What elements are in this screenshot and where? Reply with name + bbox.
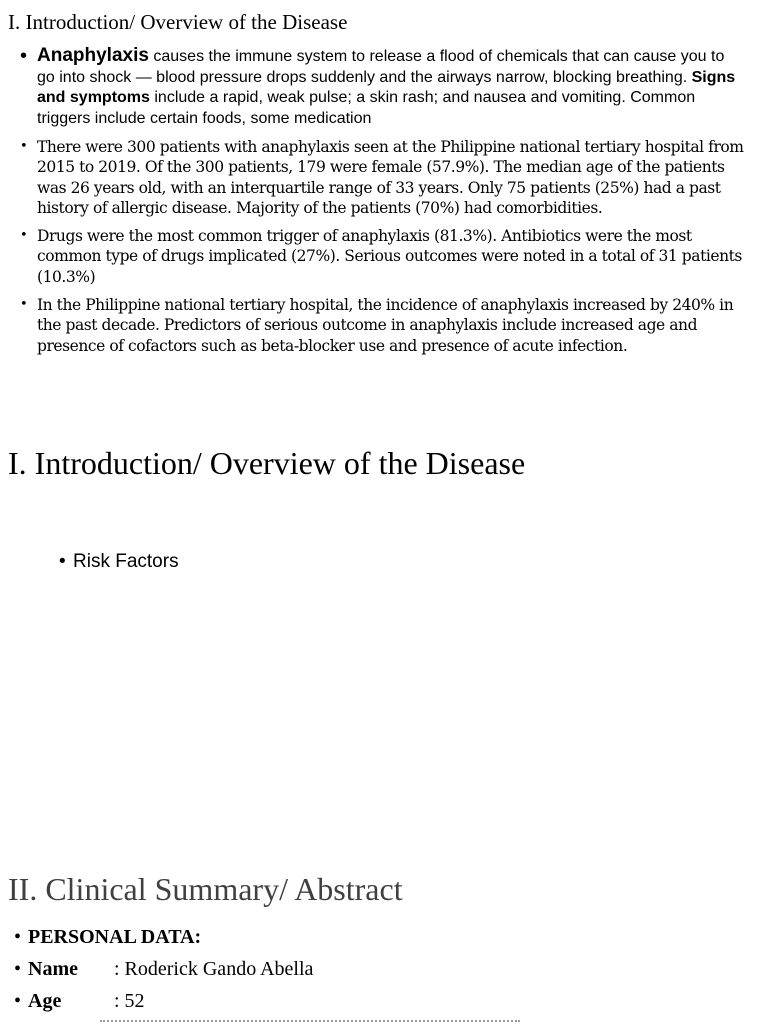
slide-clinical-summary [0, 860, 768, 1024]
bullet-icon: • [14, 926, 22, 948]
cut-off-next-line [100, 1020, 520, 1026]
personal-data-row [14, 924, 201, 950]
list-item [0, 226, 768, 287]
bullet-icon: • [20, 139, 28, 154]
slide-title: II. Clinical Summary/ Abstract [8, 871, 403, 907]
name-value: : Roderick Gando Abella [114, 958, 314, 980]
term-signs-symptoms: Signs and symptoms [37, 68, 736, 106]
list-item [0, 295, 768, 356]
slide-title: I. Introduction/ Overview of the Disease [8, 10, 348, 34]
bullet-icon: • [20, 45, 28, 67]
slide-introduction-details [0, 0, 768, 430]
age-label: Age [28, 990, 62, 1012]
bullet-icon: • [59, 551, 66, 572]
triggers-text: Drugs were the most common trigger of anaphylaxis (81.3%). Antibiotics were the most common type of drugs implicated (27%). Serious outcomes were noted in a total of 31 patients (10.3%) [37, 227, 742, 286]
list-item [59, 550, 179, 574]
definition-text: causes the immune system to release a flood of chemicals that can cause you to go into shock — blood pressure drops suddenly and the airways narrow, blocking breathing. [37, 48, 725, 86]
slide-introduction-risk-factors [0, 430, 768, 860]
bullet-list [0, 46, 768, 364]
term-anaphylaxis: Anaphylaxis [37, 45, 149, 66]
name-row [14, 956, 313, 982]
bullet-icon: • [20, 297, 28, 313]
list-item [0, 137, 768, 218]
age-value: : 52 [114, 990, 145, 1012]
list-item [0, 46, 768, 129]
bullet-icon: • [14, 990, 22, 1012]
incidence-text: In the Philippine national tertiary hospital, the incidence of anaphylaxis increased by 240% in the past decade. Predictors of serious outcome in anaphylaxis include increased age and presence of cofactors such as beta-blocker use and presence of acute infection. [37, 296, 734, 355]
slide-title: I. Introduction/ Overview of the Disease [8, 445, 526, 481]
risk-factors-label: Risk Factors [73, 551, 179, 572]
bullet-icon: • [20, 228, 28, 244]
age-row [14, 988, 145, 1014]
bullet-icon: • [14, 958, 22, 980]
name-label: Name [28, 958, 78, 980]
personal-data-label: PERSONAL DATA: [28, 926, 202, 948]
symptoms-text: include a rapid, weak pulse; a skin rash; and nausea and vomiting. Common triggers include certain foods, some medication [37, 89, 696, 127]
epidemiology-text: There were 300 patients with anaphylaxis seen at the Philippine national tertiary hospital from 2015 to 2019. Of the 300 patients, 179 were female (57.9%). The median age of the patients was 26 years old, with an interquartile range of 33 years. Only 75 patients (25%) had a past history of allergic disease. Majority of the patients (70%) had comorbidities. [37, 138, 744, 217]
